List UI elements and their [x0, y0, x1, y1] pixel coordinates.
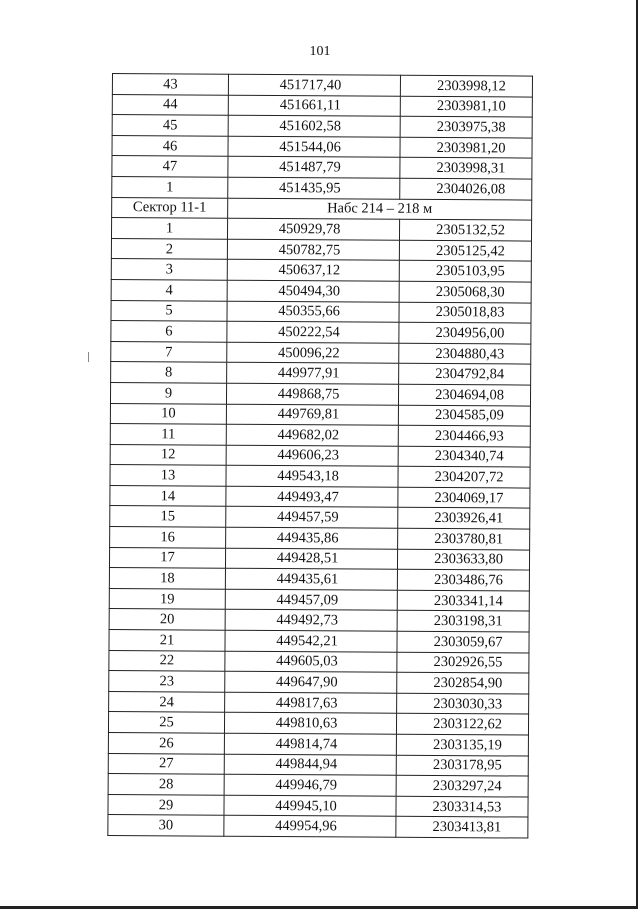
y-coordinate-cell: 2303780,81	[398, 528, 530, 549]
table-body-top	[112, 74, 533, 200]
table-row	[109, 650, 529, 673]
x-coordinate-cell: 449606,23	[226, 445, 398, 467]
point-number-cell: 19	[109, 588, 225, 609]
point-number-cell: 21	[109, 630, 225, 651]
y-coordinate-cell: 2303122,62	[396, 714, 528, 735]
table-row	[112, 135, 532, 158]
table-row	[112, 115, 532, 138]
table-row	[110, 382, 530, 405]
x-coordinate-cell: 449810,63	[224, 713, 396, 735]
y-coordinate-cell: 2305132,52	[399, 219, 531, 240]
x-coordinate-cell: 449868,75	[226, 383, 398, 405]
y-coordinate-cell: 2303135,19	[396, 734, 528, 755]
table-row	[108, 753, 528, 776]
y-coordinate-cell: 2304069,17	[398, 487, 530, 508]
point-number-cell: 17	[109, 547, 225, 568]
x-coordinate-cell: 449435,61	[225, 568, 397, 590]
x-coordinate-cell: 449605,03	[225, 651, 397, 673]
point-number-cell: 20	[109, 609, 225, 630]
table-row	[109, 609, 529, 632]
y-coordinate-cell: 2303486,76	[397, 570, 529, 591]
x-coordinate-cell: 449542,21	[225, 630, 397, 652]
y-coordinate-cell: 2303030,33	[397, 693, 529, 714]
y-coordinate-cell: 2304880,43	[399, 343, 531, 364]
point-number-cell: 30	[108, 815, 224, 836]
section-note: Набс 214 – 218 м	[228, 198, 532, 220]
table-row	[109, 588, 529, 611]
x-coordinate-cell: 451717,40	[228, 74, 400, 96]
point-number-cell: 11	[110, 424, 226, 445]
x-coordinate-cell: 449844,94	[224, 754, 396, 776]
x-coordinate-cell: 449769,81	[226, 404, 398, 426]
table-row	[108, 712, 528, 735]
y-coordinate-cell: 2303633,80	[397, 549, 529, 570]
x-coordinate-cell: 449954,96	[224, 816, 396, 838]
point-number-cell: 8	[111, 362, 227, 383]
x-coordinate-cell: 449946,79	[224, 774, 396, 796]
point-number-cell: 45	[112, 115, 228, 136]
x-coordinate-cell: 450096,22	[227, 342, 399, 364]
x-coordinate-cell: 449493,47	[226, 486, 398, 508]
x-coordinate-cell: 451544,06	[228, 136, 400, 158]
table-row	[112, 156, 532, 179]
point-number-cell: 6	[111, 321, 227, 342]
y-coordinate-cell: 2303975,38	[400, 116, 532, 137]
x-coordinate-cell: 450355,66	[227, 301, 399, 323]
table-row	[109, 568, 529, 591]
y-coordinate-cell: 2302854,90	[397, 672, 529, 693]
table-body-section	[108, 218, 532, 838]
table-row	[111, 218, 531, 241]
point-number-cell: 12	[110, 444, 226, 465]
y-coordinate-cell: 2303178,95	[396, 755, 528, 776]
x-coordinate-cell: 449682,02	[226, 424, 398, 446]
table-row	[111, 341, 531, 364]
y-coordinate-cell: 2304585,09	[398, 405, 530, 426]
y-coordinate-cell: 2305125,42	[399, 240, 531, 261]
y-coordinate-cell: 2304026,08	[400, 178, 532, 199]
point-number-cell: 27	[108, 753, 224, 774]
section-header-row	[112, 197, 532, 220]
x-coordinate-cell: 449543,18	[226, 465, 398, 487]
x-coordinate-cell: 449492,73	[225, 610, 397, 632]
point-number-cell: 10	[110, 403, 226, 424]
table-row	[108, 732, 528, 755]
x-coordinate-cell: 450929,78	[227, 218, 399, 240]
point-number-cell: 26	[108, 732, 224, 753]
point-number-cell: 1	[112, 176, 228, 197]
table-row	[110, 506, 530, 529]
y-coordinate-cell: 2305103,95	[399, 261, 531, 282]
point-number-cell: 5	[111, 300, 227, 321]
point-number-cell: 46	[112, 135, 228, 156]
y-coordinate-cell: 2304694,08	[398, 384, 530, 405]
point-number-cell: 13	[110, 465, 226, 486]
x-coordinate-cell: 449457,59	[226, 507, 398, 529]
y-coordinate-cell: 2303998,12	[400, 75, 532, 96]
table-row	[110, 424, 530, 447]
table-row	[108, 774, 528, 797]
y-coordinate-cell: 2304792,84	[399, 364, 531, 385]
y-coordinate-cell: 2303981,20	[400, 137, 532, 158]
y-coordinate-cell: 2304956,00	[399, 322, 531, 343]
y-coordinate-cell: 2304466,93	[398, 425, 530, 446]
x-coordinate-cell: 451602,58	[228, 115, 400, 137]
table-row	[109, 671, 529, 694]
y-coordinate-cell: 2304340,74	[398, 446, 530, 467]
point-number-cell: 16	[110, 527, 226, 548]
table-row	[109, 691, 529, 714]
x-coordinate-cell: 449945,10	[224, 795, 396, 817]
point-number-cell: 14	[110, 485, 226, 506]
point-number-cell: 1	[111, 218, 227, 239]
y-coordinate-cell: 2304207,72	[398, 467, 530, 488]
point-number-cell: 29	[108, 794, 224, 815]
point-number-cell: 18	[109, 568, 225, 589]
x-coordinate-cell: 449428,51	[225, 548, 397, 570]
table-row	[110, 444, 530, 467]
table-row	[110, 403, 530, 426]
y-coordinate-cell: 2303314,53	[396, 796, 528, 817]
x-coordinate-cell: 449977,91	[227, 363, 399, 385]
table-row	[112, 176, 532, 199]
point-number-cell: 3	[111, 259, 227, 280]
table-row	[111, 238, 531, 261]
table-row	[110, 527, 530, 550]
table-row	[111, 362, 531, 385]
table-row	[111, 300, 531, 323]
table-row	[109, 630, 529, 653]
point-number-cell: 4	[111, 279, 227, 300]
x-coordinate-cell: 450222,54	[227, 321, 399, 343]
y-coordinate-cell: 2303981,10	[400, 96, 532, 117]
x-coordinate-cell: 450637,12	[227, 260, 399, 282]
point-number-cell: 2	[111, 238, 227, 259]
scan-mark	[88, 352, 89, 362]
x-coordinate-cell: 449647,90	[225, 671, 397, 693]
x-coordinate-cell: 451487,79	[228, 157, 400, 179]
point-number-cell: 23	[109, 671, 225, 692]
section-header	[112, 197, 532, 220]
x-coordinate-cell: 451435,95	[228, 177, 400, 199]
coordinates-table	[107, 73, 533, 839]
y-coordinate-cell: 2303413,81	[396, 817, 528, 838]
y-coordinate-cell: 2303926,41	[398, 508, 530, 529]
x-coordinate-cell: 449814,74	[224, 733, 396, 755]
point-number-cell: 25	[108, 712, 224, 733]
x-coordinate-cell: 450494,30	[227, 280, 399, 302]
table-row	[111, 321, 531, 344]
y-coordinate-cell: 2303059,67	[397, 631, 529, 652]
y-coordinate-cell: 2305068,30	[399, 281, 531, 302]
point-number-cell: 28	[108, 774, 224, 795]
point-number-cell: 22	[109, 650, 225, 671]
table-row	[108, 815, 528, 838]
point-number-cell: 43	[112, 74, 228, 95]
y-coordinate-cell: 2302926,55	[397, 652, 529, 673]
x-coordinate-cell: 449457,09	[225, 589, 397, 611]
table-row	[108, 794, 528, 817]
point-number-cell: 47	[112, 156, 228, 177]
y-coordinate-cell: 2303198,31	[397, 611, 529, 632]
table-row	[111, 259, 531, 282]
x-coordinate-cell: 451661,11	[228, 95, 400, 117]
x-coordinate-cell: 449435,86	[226, 527, 398, 549]
table-row	[112, 94, 532, 117]
table-row	[112, 74, 532, 97]
y-coordinate-cell: 2303297,24	[396, 775, 528, 796]
y-coordinate-cell: 2305018,83	[399, 302, 531, 323]
table-row	[110, 485, 530, 508]
table-row	[111, 279, 531, 302]
y-coordinate-cell: 2303998,31	[400, 158, 532, 179]
section-label: Сектор 11-1	[112, 197, 228, 218]
point-number-cell: 44	[112, 94, 228, 115]
table-row	[109, 547, 529, 570]
y-coordinate-cell: 2303341,14	[397, 590, 529, 611]
point-number-cell: 24	[109, 691, 225, 712]
x-coordinate-cell: 450782,75	[227, 239, 399, 261]
x-coordinate-cell: 449817,63	[225, 692, 397, 714]
point-number-cell: 15	[110, 506, 226, 527]
page-number: 101	[309, 44, 331, 59]
table-row	[110, 465, 530, 488]
point-number-cell: 9	[110, 382, 226, 403]
point-number-cell: 7	[111, 341, 227, 362]
